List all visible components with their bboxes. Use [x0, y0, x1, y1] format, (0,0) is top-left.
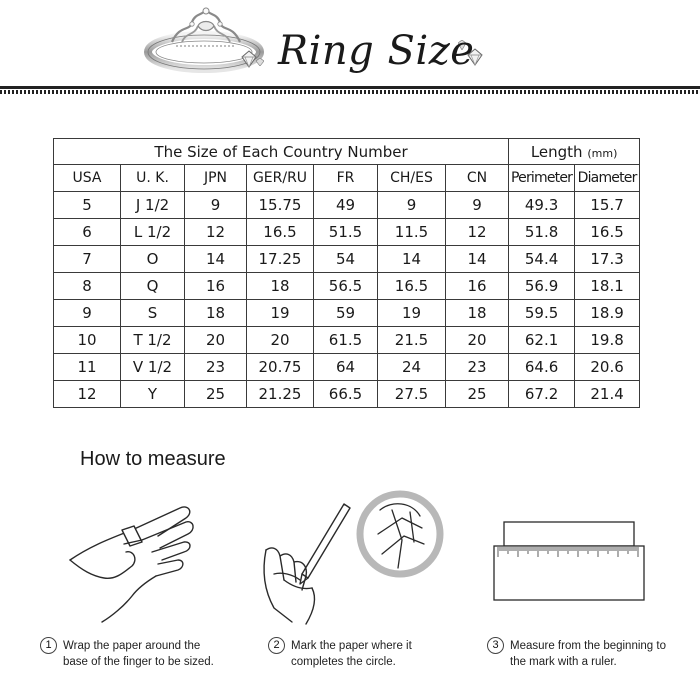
table-cell: 16 [185, 273, 247, 300]
table-cell: 25 [446, 381, 509, 408]
table-cell: 7 [54, 246, 121, 273]
table-cell: 54 [314, 246, 378, 273]
crown-ring-icon [142, 2, 274, 84]
table-row [54, 300, 640, 327]
table-cell: 62.1 [509, 327, 575, 354]
ring-size-table [53, 138, 640, 408]
table-cell: 23 [446, 354, 509, 381]
table-cell: 12 [54, 381, 121, 408]
table-cell: 9 [378, 192, 446, 219]
table-cell: L 1/2 [121, 219, 185, 246]
table-cell: S [121, 300, 185, 327]
table-cell: 6 [54, 219, 121, 246]
column-header: U. K. [121, 165, 185, 192]
table-cell: 20 [185, 327, 247, 354]
table-cell: 56.5 [314, 273, 378, 300]
table-cell: 51.8 [509, 219, 575, 246]
table-cell: 51.5 [314, 219, 378, 246]
table-cell: 49.3 [509, 192, 575, 219]
column-header: JPN [185, 165, 247, 192]
table-cell: 17.25 [247, 246, 314, 273]
table-cell: 21.25 [247, 381, 314, 408]
table-cell: 24 [378, 354, 446, 381]
table-cell: 9 [54, 300, 121, 327]
column-header: FR [314, 165, 378, 192]
table-cell: 56.9 [509, 273, 575, 300]
measure-step [40, 638, 214, 670]
page-title: Ring Size [278, 28, 475, 74]
table-cell: 18 [446, 300, 509, 327]
table-cell: 14 [185, 246, 247, 273]
table-cell: J 1/2 [121, 192, 185, 219]
step-description: Measure from the beginning to the mark with a ruler. [510, 640, 666, 668]
table-cell: 66.5 [314, 381, 378, 408]
table-cell: 14 [446, 246, 509, 273]
table-cell: 64.6 [509, 354, 575, 381]
table-cell: 64 [314, 354, 378, 381]
table-cell: 12 [446, 219, 509, 246]
table-cell: 8 [54, 273, 121, 300]
table-cell: O [121, 246, 185, 273]
length-unit: (mm) [587, 146, 618, 160]
table-cell: 27.5 [378, 381, 446, 408]
table-cell: Q [121, 273, 185, 300]
header-dotted-divider [0, 90, 700, 94]
step-description: Mark the paper where it completes the circle. [291, 640, 412, 668]
table-cell: 59.5 [509, 300, 575, 327]
table-cell: 12 [185, 219, 247, 246]
group-header-length-label: Length [530, 142, 583, 161]
table-cell: 67.2 [509, 381, 575, 408]
table-row [54, 246, 640, 273]
table-cell: 19 [247, 300, 314, 327]
column-header: Perimeter [509, 165, 575, 192]
table-cell: 9 [185, 192, 247, 219]
diamond-icon [256, 58, 264, 66]
column-header: GER/RU [247, 165, 314, 192]
table-column-header-row [54, 165, 640, 192]
table-cell: 23 [185, 354, 247, 381]
table-cell: 16 [446, 273, 509, 300]
hand-mark-icon [252, 490, 452, 625]
table-cell: 9 [446, 192, 509, 219]
table-cell: 18.1 [575, 273, 640, 300]
table-cell: 11 [54, 354, 121, 381]
table-cell: 10 [54, 327, 121, 354]
table-cell: 20 [247, 327, 314, 354]
measure-step [487, 638, 666, 670]
table-cell: 21.5 [378, 327, 446, 354]
table-row [54, 354, 640, 381]
table-row [54, 381, 640, 408]
step-number-badge: 2 [268, 637, 285, 654]
hand-wrap-icon [62, 500, 202, 625]
table-cell: 5 [54, 192, 121, 219]
table-body [54, 192, 640, 408]
table-row [54, 192, 640, 219]
table-cell: 19 [378, 300, 446, 327]
table-cell: 11.5 [378, 219, 446, 246]
table-cell: V 1/2 [121, 354, 185, 381]
column-header: CN [446, 165, 509, 192]
table-cell: T 1/2 [121, 327, 185, 354]
table-row [54, 273, 640, 300]
header [0, 0, 700, 96]
table-cell: 61.5 [314, 327, 378, 354]
how-to-measure-heading: How to measure [80, 448, 226, 470]
table-row [54, 219, 640, 246]
step-number-badge: 1 [40, 637, 57, 654]
table-cell: 17.3 [575, 246, 640, 273]
table-cell: 54.4 [509, 246, 575, 273]
step-number-badge: 3 [487, 637, 504, 654]
table-cell: 16.5 [575, 219, 640, 246]
measure-step [268, 638, 412, 670]
table-cell: 25 [185, 381, 247, 408]
table-cell: 20 [446, 327, 509, 354]
table-cell: Y [121, 381, 185, 408]
table-cell: 20.75 [247, 354, 314, 381]
table-cell: 14 [378, 246, 446, 273]
table-cell: 16.5 [378, 273, 446, 300]
table-cell: 19.8 [575, 327, 640, 354]
table-cell: 15.75 [247, 192, 314, 219]
table-cell: 15.7 [575, 192, 640, 219]
column-header: Diameter [575, 165, 640, 192]
table-row [54, 327, 640, 354]
table-cell: 49 [314, 192, 378, 219]
table-cell: 16.5 [247, 219, 314, 246]
table-group-header-row [54, 139, 640, 165]
table-cell: 59 [314, 300, 378, 327]
table-cell: 20.6 [575, 354, 640, 381]
table-cell: 18.9 [575, 300, 640, 327]
group-header-country-sizes: The Size of Each Country Number [54, 139, 509, 165]
ruler-icon [492, 520, 652, 604]
table-cell: 18 [247, 273, 314, 300]
group-header-length [509, 139, 640, 165]
step-description: Wrap the paper around the base of the finger to be sized. [63, 640, 214, 668]
column-header: CH/ES [378, 165, 446, 192]
table-cell: 18 [185, 300, 247, 327]
table-cell: 21.4 [575, 381, 640, 408]
column-header: USA [54, 165, 121, 192]
header-divider [0, 86, 700, 89]
